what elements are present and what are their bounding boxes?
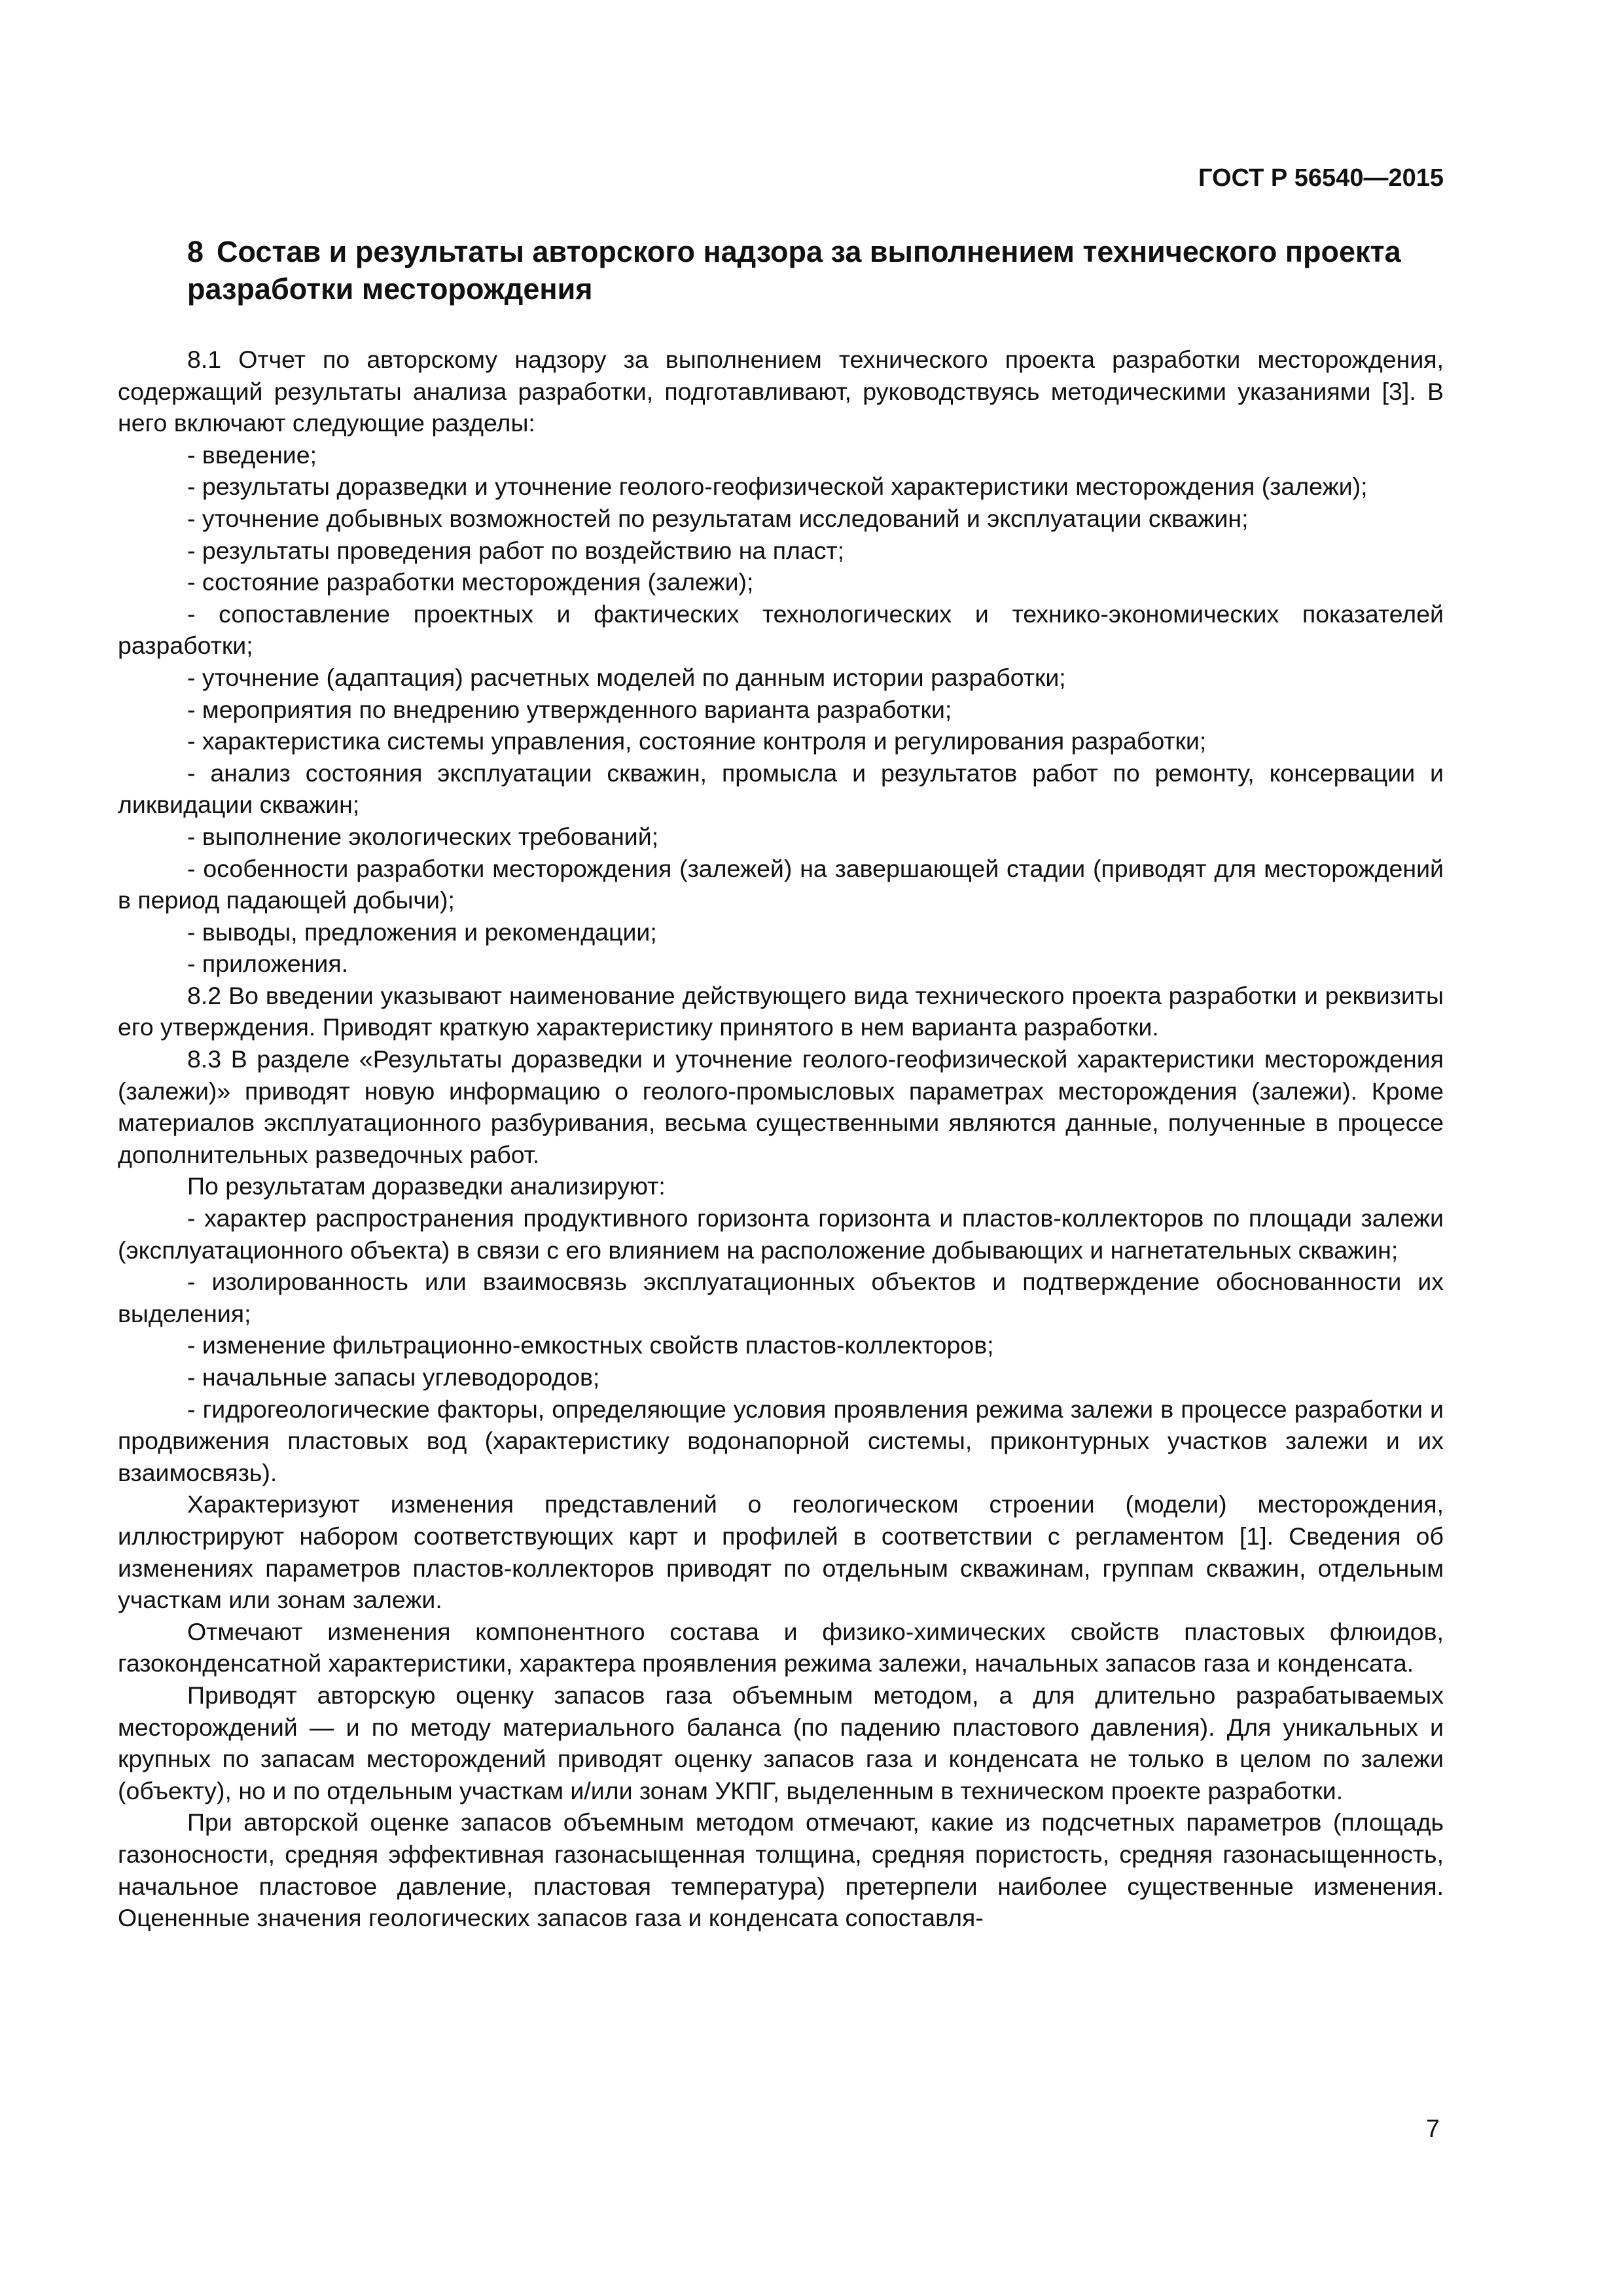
list-item: - изменение фильтрационно-емкостных свойств пластов-коллекторов;: [187, 1331, 994, 1359]
paragraph-8-2: 8.2 Во введении указывают наименование действующего вида технического проекта разработки и реквизиты его утверждения. Приводят краткую характеристику принятого в нем варианта разработки.: [118, 981, 1444, 1041]
paragraph-8-1: 8.1 Отчет по авторскому надзору за выполнением технического проекта разработки месторождения, содержащий результаты анализа разработки, подготавливают, руководствуясь методическими указаниями [3]. В него включают следующие разделы:: [118, 346, 1444, 437]
paragraph: При авторской оценке запасов объемным методом отмечают, какие из подсчетных параметров (площадь газоносности, средняя эффективная газонасыщенная толщина, средняя пористость, средняя газонасыщенность, начальное пластовое давление, пластовая температура) претерпели наиболее существенные изменения. Оцененные значения геологических запасов газа и конденсата сопоставля-: [118, 1808, 1444, 1932]
paragraph: По результатам доразведки анализируют:: [187, 1172, 666, 1200]
list-item: - выполнение экологических требований;: [187, 822, 659, 850]
list-item: - сопоставление проектных и фактических технологических и технико-экономических показателей разработки;: [118, 600, 1444, 660]
list-item: - начальные запасы углеводородов;: [187, 1363, 600, 1391]
list-item: - изолированность или взаимосвязь эксплуатационных объектов и подтверждение обоснованности их выделения;: [118, 1268, 1444, 1327]
list-item: - введение;: [187, 440, 317, 469]
list-item: - характеристика системы управления, состояние контроля и регулирования разработки;: [187, 727, 1207, 755]
section-title-text: Состав и результаты авторского надзора за выполнением технического проекта разработки месторождения: [187, 235, 1401, 306]
section-heading: [187, 233, 1431, 308]
list-item: - приложения.: [187, 950, 349, 978]
paragraph: Характеризуют изменения представлений о геологическом строении (модели) месторождения, иллюстрируют набором соответствующих карт и профилей в соответствии с регламентом [1]. Сведения об изменениях параметров пластов-коллекторов приводят по отдельным скважинам, группам скважин, отдельным участкам или зонам залежи.: [118, 1490, 1444, 1614]
list-item: - особенности разработки месторождения (залежей) на завершающей стадии (приводят для месторождений в период падающей добычи);: [118, 854, 1444, 914]
page-number: 7: [1425, 2115, 1440, 2143]
paragraph-8-3: 8.3 В разделе «Результаты доразведки и уточнение геолого-геофизической характеристики месторождения (залежи)» приводят новую информацию о геолого-промысловых параметрах месторождения (залежи). Кроме материалов эксплуатационного разбуривания, весьма существенными являются данные, полученные в процессе дополнительных разведочных работ.: [118, 1045, 1444, 1168]
standard-id: ГОСТ Р 56540—2015: [1198, 164, 1444, 192]
list-item: - состояние разработки месторождения (залежи);: [187, 568, 754, 596]
list-item: - уточнение (адаптация) расчетных моделей по данным истории разработки;: [187, 663, 1066, 691]
list-item: - уточнение добывных возможностей по результатам исследований и эксплуатации скважин;: [187, 504, 1249, 532]
paragraph: Приводят авторскую оценку запасов газа объемным методом, а для длительно разрабатываемых месторождений — и по методу материального баланса (по падению пластового давления). Для уникальных и крупных по запасам месторождений приводят оценку запасов газа и конденсата не только в целом по залежи (объекту), но и по отдельным участкам и/или зонам УКПГ, выделенным в техническом проекте разработки.: [118, 1681, 1444, 1804]
list-item: - результаты проведения работ по воздействию на пласт;: [187, 536, 845, 564]
section-number: 8: [187, 235, 204, 268]
list-item: - характер распространения продуктивного горизонта горизонта и пластов-коллекторов по площади залежи (эксплуатационного объекта) в связи с его влиянием на расположение добывающих и нагнетательных скважин;: [118, 1204, 1444, 1264]
list-item: - выводы, предложения и рекомендации;: [187, 918, 657, 946]
document-body: [118, 344, 1444, 1934]
list-item: - результаты доразведки и уточнение геолого-геофизической характеристики месторождения (залежи);: [187, 473, 1368, 501]
list-item: - анализ состояния эксплуатации скважин, промысла и результатов работ по ремонту, консервации и ликвидации скважин;: [118, 759, 1444, 819]
list-item: - мероприятия по внедрению утвержденного варианта разработки;: [187, 695, 952, 723]
paragraph: Отмечают изменения компонентного состава и физико-химических свойств пластовых флюидов, газоконденсатной характеристики, характера проявления режима залежи, начальных запасов газа и конденсата.: [118, 1617, 1444, 1677]
list-item: - гидрогеологические факторы, определяющие условия проявления режима залежи в процессе разработки и продвижения пластовых вод (характеристику водонапорной системы, приконтурных участков залежи и их взаимосвязь).: [118, 1395, 1444, 1486]
